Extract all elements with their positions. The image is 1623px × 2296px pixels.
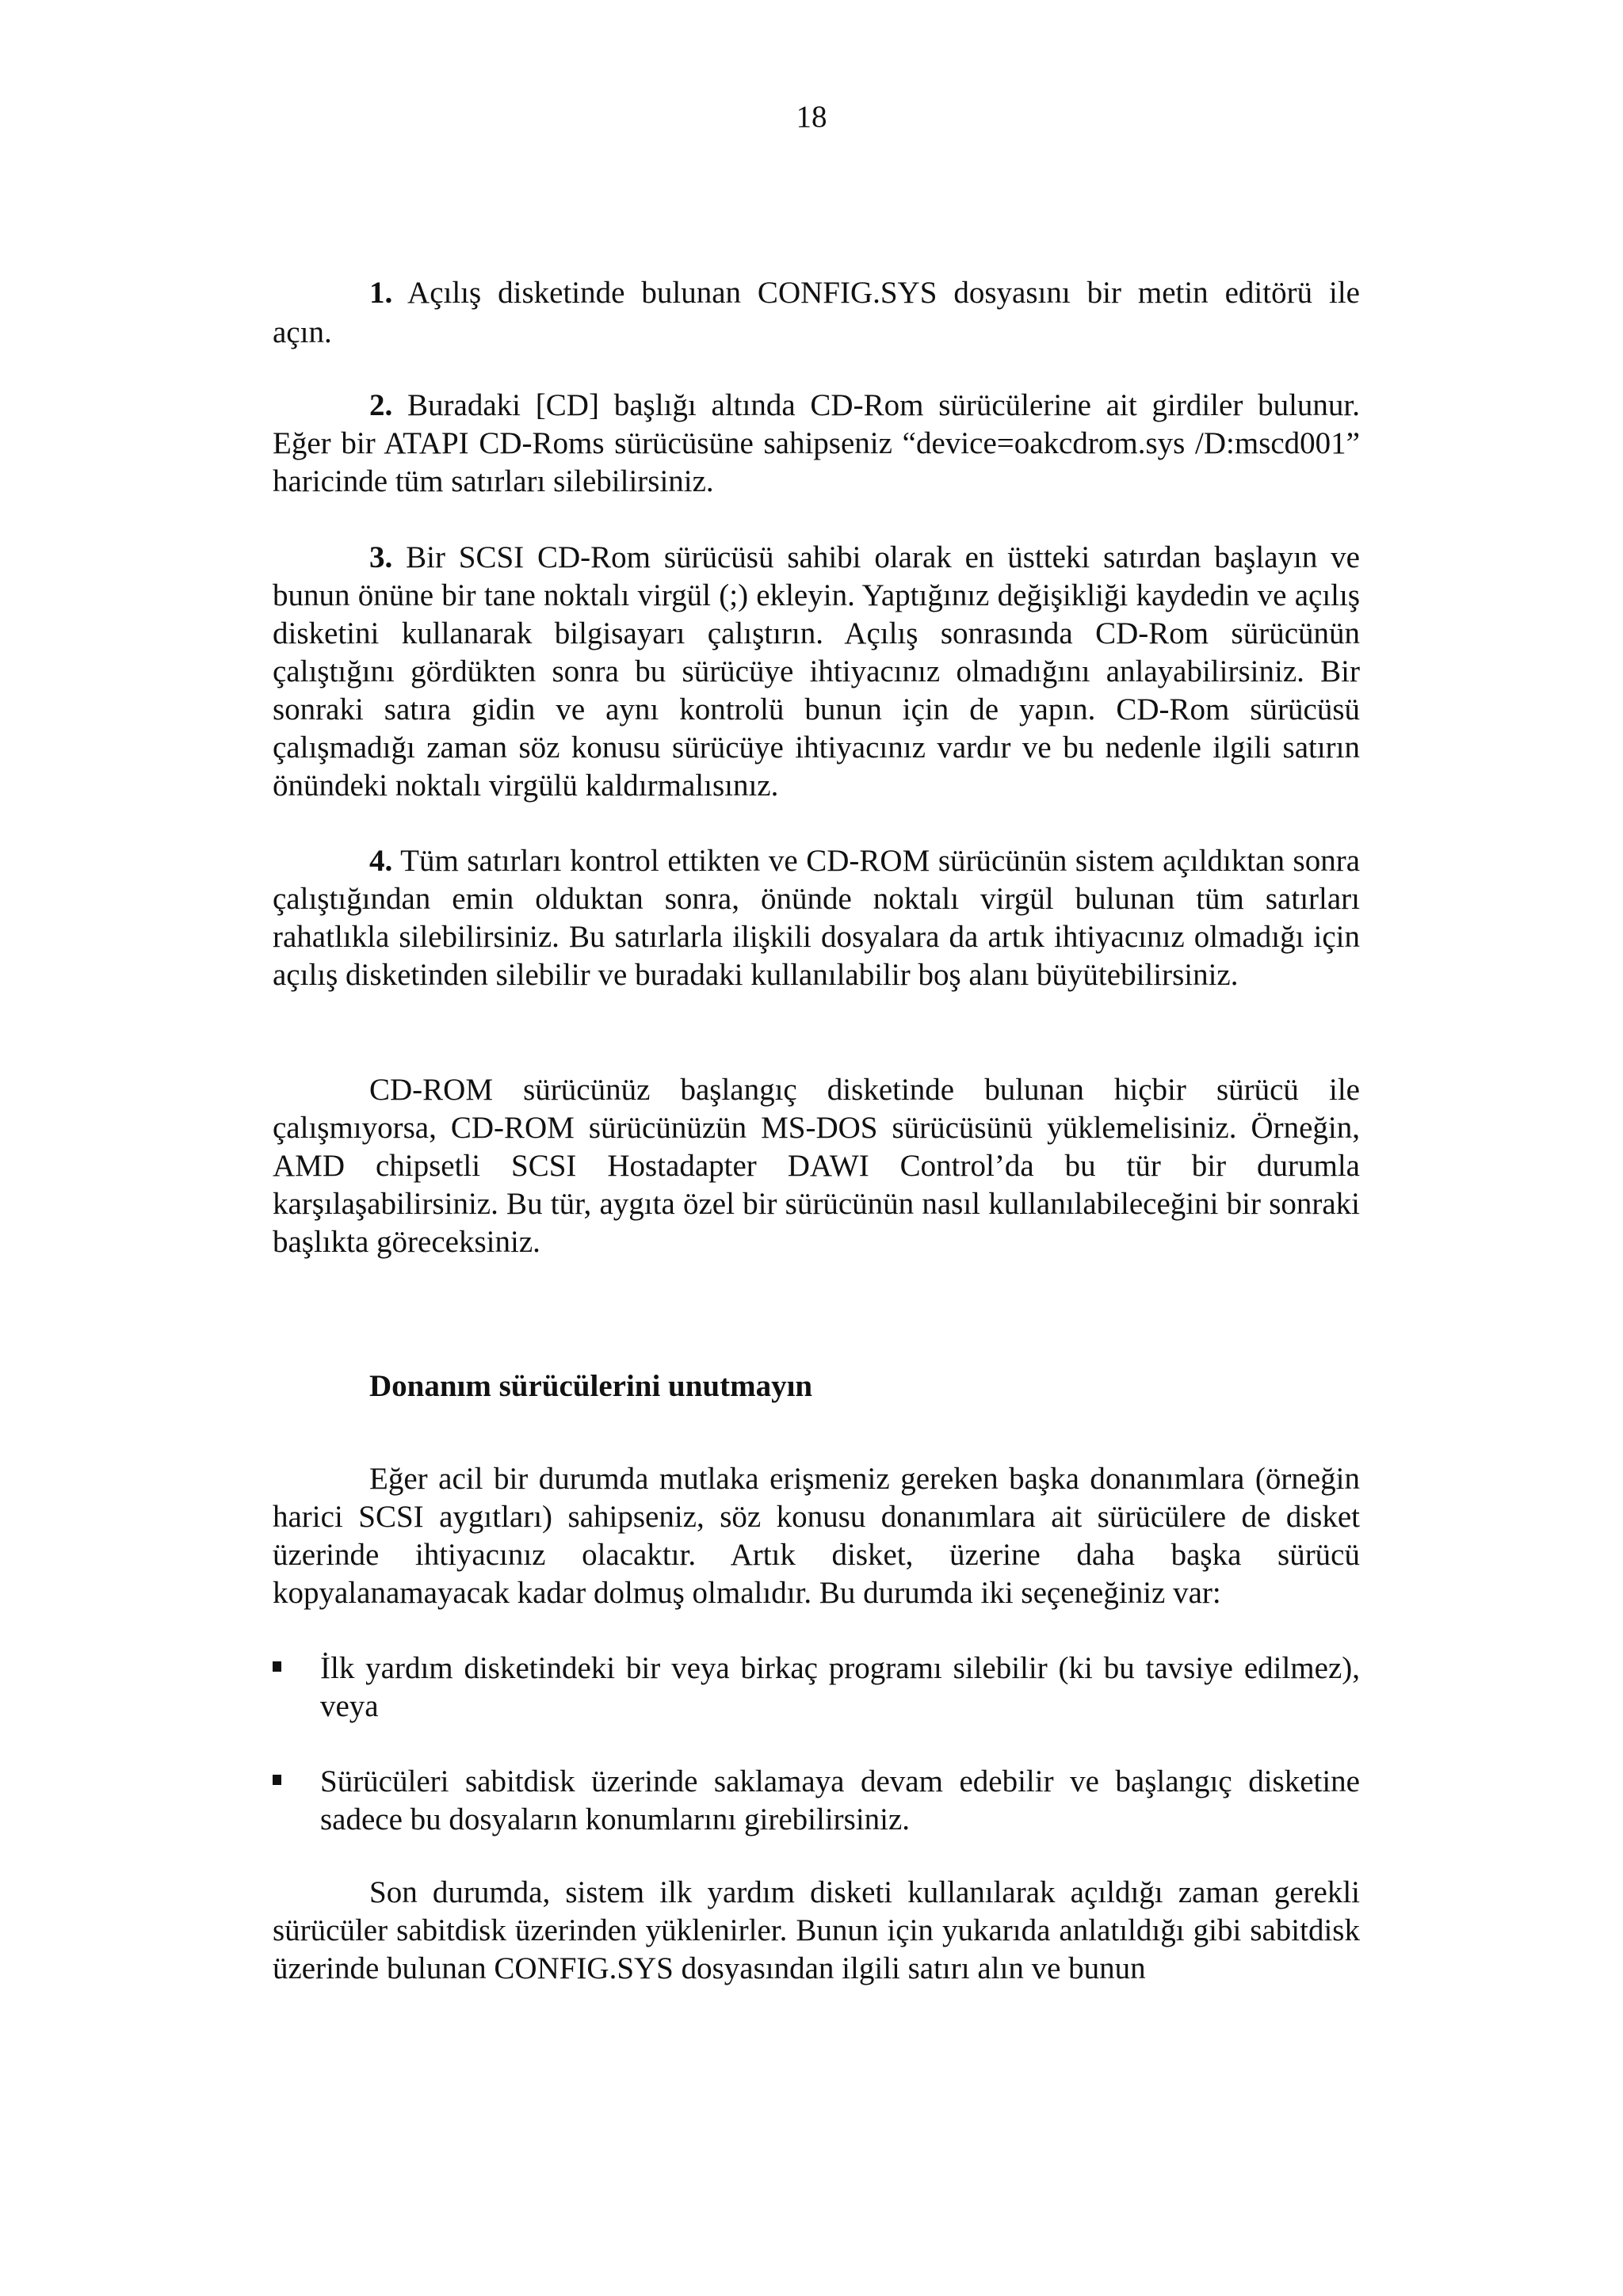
- paragraph-cdrom: CD-ROM sürücünüz başlangıç disketinde bulunan hiçbir sürücü ile çalışmıyorsa, CD-ROM sürücünüzün MS-DOS sürücüsünü yüklemelisiniz. Örneğin, AMD chipsetli SCSI Hostadapter DAWI Control’da bu tür bir durumla karşılaşabilirsiniz. Bu tür, aygıta özel bir sürücünün nasıl kullanılabileceğini bir sonraki başlıkta göreceksiniz.: [273, 1073, 1360, 1259]
- numbered-item-1: [369, 274, 1360, 312]
- page-number: 18: [796, 100, 827, 134]
- item-text: Tüm satırları kontrol ettikten ve CD-ROM sürücünün sistem açıldıktan sonra çalıştığından emin olduktan sonra, önünde noktalı virgül bulunan tüm satırları rahatlıkla silebilirsiniz. Bu satırlarla ilişkili dosyalara da artık ihtiyacınız olmadığı için açılış disketinden silebilir ve buradaki kullanılabilir boş alanı büyütebilirsiniz.: [273, 844, 1360, 992]
- square-bullet-icon: [273, 1775, 281, 1785]
- paragraph-hardware: Eğer acil bir durumda mutlaka erişmeniz gereken başka donanımlara (örneğin harici SCSI aygıtları) sahipseniz, söz konusu donanımlara ait sürücülere de disket üzerinde ihtiyacınız olacaktır. Artık disket, üzerine daha başka sürücü kopyalanamayacak kadar dolmuş olmalıdır. Bu durumda iki seçeneğiniz var:: [273, 1462, 1360, 1610]
- bullet-item-2: [273, 1763, 1360, 1839]
- section-heading: Donanım sürücülerini unutmayın: [369, 1369, 813, 1403]
- item-text: Bir SCSI CD-Rom sürücüsü sahibi olarak en üstteki satırdan başlayın ve bunun önüne bir tane noktalı virgül (;) ekleyin. Yaptığınız değişikliği kaydedin ve açılış disketini kullanarak bilgisayarı çalıştırın. Açılış sonrasında CD-Rom sürücünün çalıştığını gördükten sonra bu sürücüye ihtiyacınız olmadığını anlayabilirsiniz. Bir sonraki satıra gidin ve aynı kontrolü bunun için de yapın. CD-Rom sürücüsü çalışmadığı zaman söz konusu sürücüye ihtiyacınız vardır ve bu nedenle ilgili satırın önündeki noktalı virgülü kaldırmalısınız.: [273, 540, 1360, 803]
- numbered-item-4: [273, 842, 1360, 994]
- item-number: 4.: [369, 844, 393, 878]
- item-number: 3.: [369, 540, 393, 574]
- paragraph-last: Son durumda, sistem ilk yardım disketi kullanılarak açıldığı zaman gerekli sürücüler sabitdisk üzerinden yüklenirler. Bunun için yukarıda anlatıldığı gibi sabitdisk üzerinde bulunan CONFIG.SYS dosyasından ilgili satırı alın ve bunun: [273, 1875, 1360, 1985]
- item-text: Buradaki [CD] başlığı altında CD-Rom sürücülerine ait girdiler bulunur. Eğer bir ATAPI CD-Roms sürücüsüne sahipseniz “device=oakcdrom.sys /D:mscd001” haricinde tüm satırları silebilirsiniz.: [273, 388, 1361, 498]
- numbered-item-3: [273, 539, 1360, 805]
- numbered-item-2: [273, 387, 1360, 501]
- item-number: 2.: [369, 388, 393, 422]
- bullet-text: Sürücüleri sabitdisk üzerinde saklamaya devam edebilir ve başlangıç disketine sadece bu dosyaların konumlarını girebilirsiniz.: [320, 1764, 1360, 1836]
- numbered-item-1-continuation: açın.: [273, 315, 332, 349]
- bullet-text: İlk yardım disketindeki bir veya birkaç programı silebilir (ki bu tavsiye edilmez), veya: [320, 1651, 1360, 1723]
- bullet-item-1: [273, 1650, 1360, 1726]
- item-number: 1.: [369, 276, 393, 310]
- square-bullet-icon: [273, 1661, 281, 1672]
- item-text-line1: Açılış disketinde bulunan CONFIG.SYS dosyasını bir metin editörü ile: [407, 276, 1360, 310]
